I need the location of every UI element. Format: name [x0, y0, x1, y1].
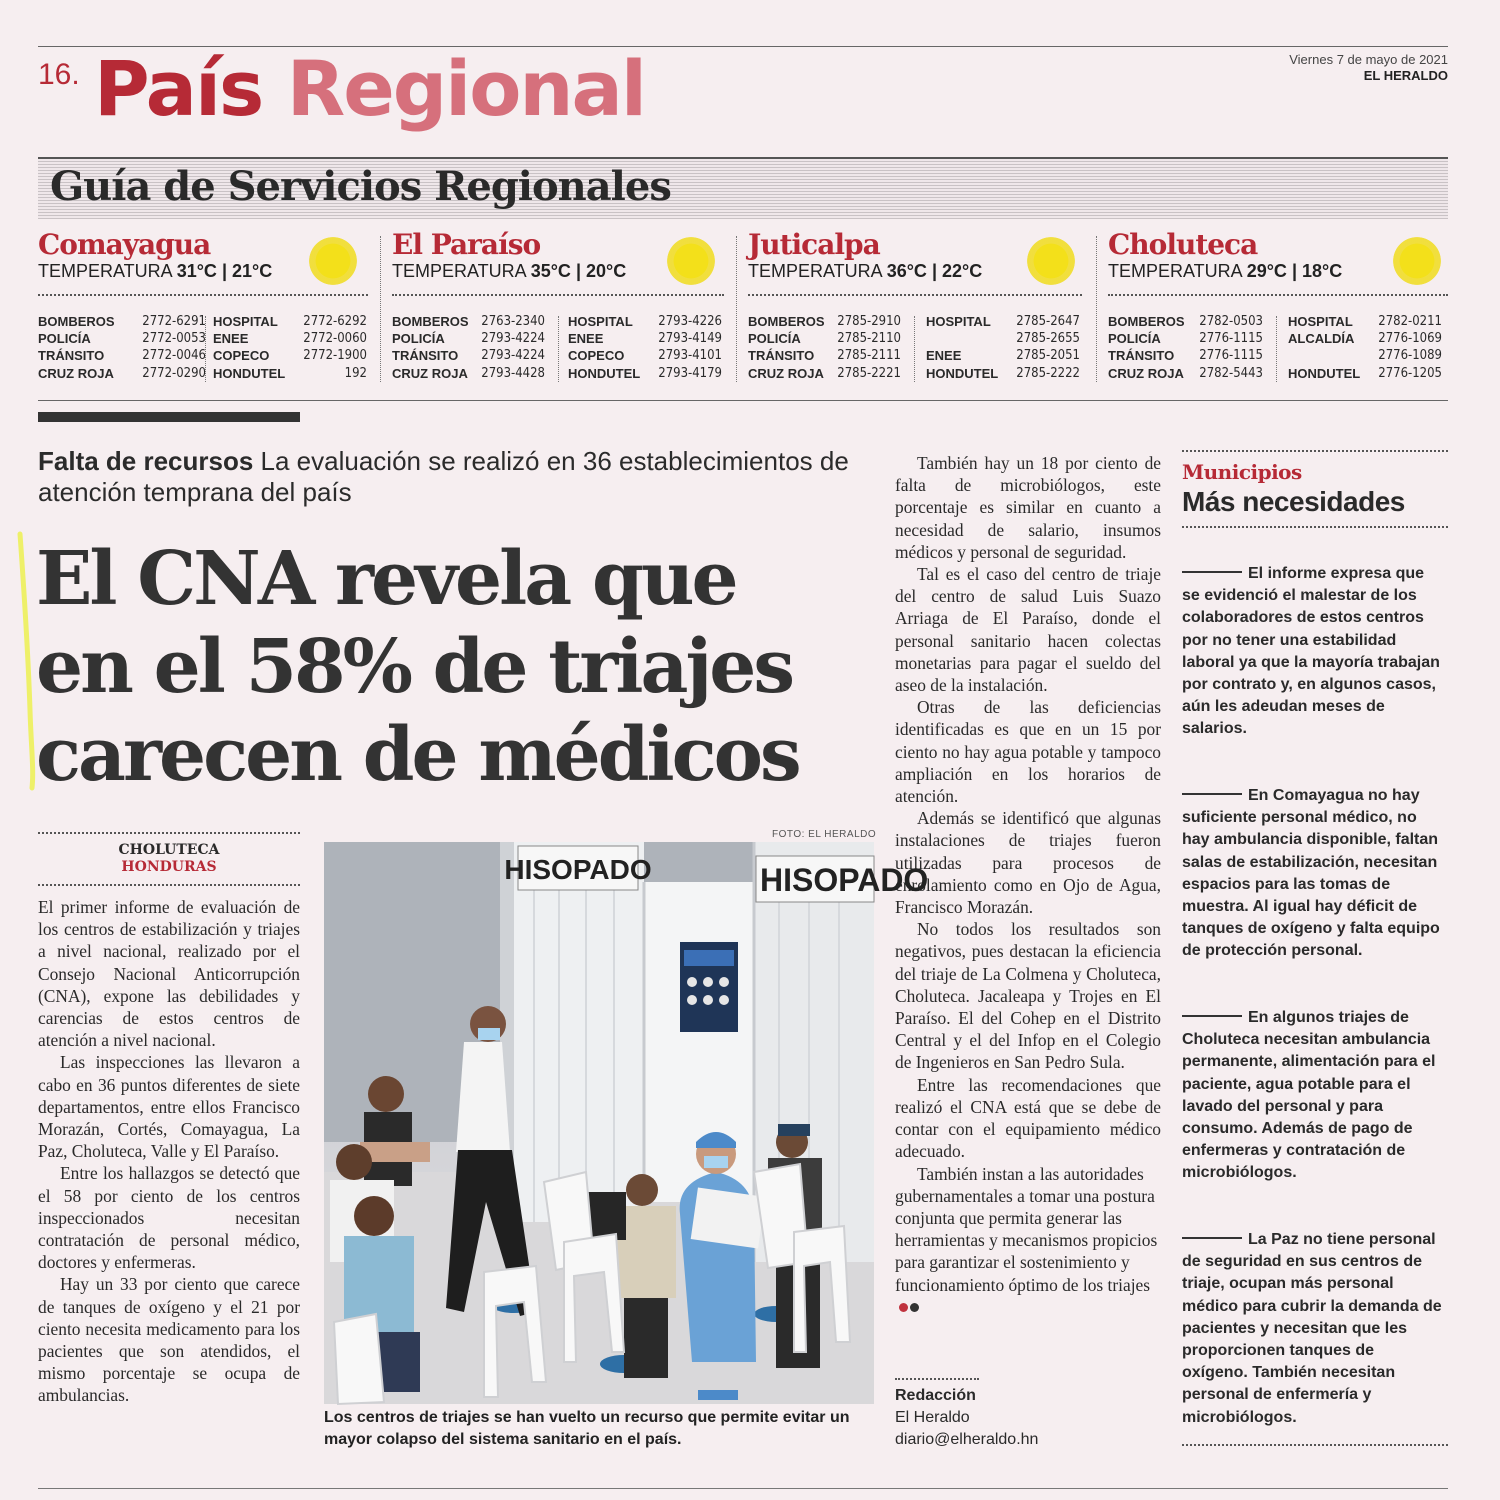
sidebar-kicker: Municipios: [1182, 460, 1302, 484]
service-separator: [914, 316, 915, 382]
service-separator: [1276, 316, 1277, 382]
city-rule: [38, 294, 368, 296]
city-temperature: TEMPERATURA 29°C | 18°C: [1108, 261, 1343, 281]
dash-mark: [1182, 571, 1242, 573]
highlighter-mark: [14, 530, 36, 792]
city-temperature: TEMPERATURA 31°C | 21°C: [38, 261, 273, 281]
newspaper-name: EL HERALDO: [1363, 68, 1448, 83]
service-row: COPECO 2772-1900: [213, 348, 367, 364]
service-separator: [205, 316, 206, 382]
service-row: HONDUTEL 192: [213, 365, 367, 381]
city-block-choluteca: [1108, 228, 1443, 282]
sun-icon: [664, 234, 718, 288]
service-separator: [558, 316, 559, 382]
kicker-label: Falta de recursos: [38, 446, 254, 476]
sidebar-title: Más necesidades: [1182, 486, 1405, 517]
photo-credit: FOTO: EL HERALDO: [772, 829, 877, 840]
service-row: BOMBEROS 2782-0503: [1108, 314, 1263, 329]
service-row: BOMBEROS 2763-2340: [392, 314, 545, 329]
column-separator: [380, 236, 381, 382]
service-row: TRÁNSITO 2772-0046: [38, 348, 206, 364]
sidebar-item: El informe expresa que se evidenció el malestar de los colaboradores de estos centros por no tener una estabilidad laboral ya que la mayoría trabajan por contrato y, en algunos casos, aún les adeudan meses de salarios.: [1182, 565, 1440, 738]
service-row: CRUZ ROJA 2782-5443: [1108, 365, 1263, 381]
service-row: CRUZ ROJA 2772-0290: [38, 365, 206, 381]
signature-email: diario@elheraldo.hn: [895, 1431, 1039, 1448]
photo-sign-text: HISOPADO: [504, 854, 652, 885]
service-list: [392, 313, 545, 382]
service-row: POLICÍA 2793-4224: [392, 331, 545, 347]
paragraph: Además se identificó que algunas instalaciones de triajes fueron utilizadas para procesos de enrolamiento como en Ojo de Agua, Francisco Morazán.: [895, 808, 1161, 918]
byline-rule: [38, 884, 300, 886]
paragraph: Tal es el caso del centro de triaje del centro de salud Luis Suazo Arriaga de El Paraíso, donde el personal sanitario hacen colectas monetarias para pagar el sueldo del aseo de la instalación.: [895, 564, 1161, 696]
dash-mark: [1182, 793, 1242, 795]
section-title: [94, 44, 645, 133]
byline-city: CHOLUTECA: [118, 842, 220, 858]
service-row: ENEE 2793-4149: [568, 331, 722, 347]
service-row: HOSPITAL 2793-4226: [568, 314, 722, 329]
sidebar-rule: [1182, 1444, 1448, 1446]
service-row: POLICÍA 2776-1115: [1108, 331, 1263, 347]
service-row: BOMBEROS 2772-6291: [38, 314, 206, 329]
service-row: HONDUTEL 2776-1205: [1288, 365, 1442, 381]
paragraph: Las inspecciones las llevaron a cabo en 36 puntos diferentes de siete departamentos, entre ellos Francisco Morazán, Cortés, Comayagua, La Paz, Choluteca, Valle y El Paraíso.: [38, 1052, 300, 1162]
signature: [895, 1385, 1161, 1451]
article-column-1: [38, 896, 300, 1407]
end-mark-icon: [899, 1303, 908, 1312]
city-name: El Paraíso: [392, 228, 541, 261]
service-list: [213, 313, 367, 382]
paragraph-final: También instan a las autoridades gubernamentales a tomar una postura conjunta que permita generar las herramientas y mecanismos propicios para garantizar el sostenimiento y funcionamiento óptimo de los triajes: [895, 1163, 1161, 1318]
service-row: TRÁNSITO 2793-4224: [392, 348, 545, 364]
service-row: BOMBEROS 2785-2910: [748, 314, 901, 329]
byline-country: HONDURAS: [121, 859, 217, 875]
dash-mark: [1182, 1015, 1242, 1017]
end-mark-icon: [910, 1303, 919, 1312]
article-kicker: [38, 446, 878, 508]
paragraph: Entre las recomendaciones que realizó el CNA está que se debe de contar con el equipamiento médico adecuado.: [895, 1074, 1161, 1162]
paragraph: También hay un 18 por ciento de falta de microbiólogos, este porcentaje es similar en cuanto a necesidad de salario, insumos médicos y personal de seguridad.: [895, 453, 1161, 562]
service-row: 2785-2655: [1016, 331, 1080, 347]
guide-title: Guía de Servicios Regionales: [50, 163, 671, 210]
section-title-word2: Regional: [286, 44, 645, 133]
article-photo: [324, 842, 929, 1404]
service-row: POLICÍA 2785-2110: [748, 331, 901, 347]
city-rule: [1108, 294, 1448, 296]
service-list: [1288, 313, 1442, 382]
kicker-text: La evaluación se realizó en 36 establecimientos de atención temprana del país: [38, 446, 849, 507]
city-name: Comayagua: [38, 228, 211, 261]
signature-desk: Redacción: [895, 1387, 976, 1404]
paragraph: El primer informe de evaluación de los centros de estabilización y triajes a nivel nacional, realizado por el Consejo Nacional Anticorrupción (CNA), expone las debilidades y carencias de estos centros de atención a nivel nacional.: [38, 897, 300, 1051]
service-row: HOSPITAL 2785-2647: [926, 314, 1080, 329]
city-block-comayagua: [38, 228, 373, 282]
paragraph: Hay un 33 por ciento que carece de tanques de oxígeno y el 21 por ciento necesita medicamento para los pacientes que son atendidos, el mismo porcentaje se ocupa de ambulancias.: [38, 1274, 300, 1406]
headline-line: en el 58% de triajes: [36, 624, 792, 710]
column-separator: [736, 236, 737, 382]
signature-paper: El Heraldo: [895, 1409, 970, 1426]
service-row: CRUZ ROJA 2785-2221: [748, 365, 901, 381]
photo-illustration: [324, 842, 929, 1404]
page-number: 16.: [38, 58, 80, 91]
service-row: HOSPITAL 2782-0211: [1288, 314, 1442, 329]
sidebar-item: La Paz no tiene personal de seguridad en sus centros de triaje, ocupan más personal médico para cubrir la demanda de pacientes y necesitan que les proporcionen tanques de oxígeno. También necesitan personal de enfermería y microbiólogos.: [1182, 1231, 1442, 1426]
service-row: HOSPITAL 2772-6292: [213, 314, 367, 329]
headline-line: El CNA revela que: [36, 536, 736, 622]
city-name: Choluteca: [1108, 228, 1258, 261]
service-list: [568, 313, 722, 382]
sidebar-item: En algunos triajes de Choluteca necesitan ambulancia permanente, alimentación para el paciente, agua potable para el lavado del personal y para consumo. Además de pago de enfermeras y contratación de microbiólogos.: [1182, 1009, 1436, 1182]
service-row: HONDUTEL 2793-4179: [568, 365, 722, 381]
dateline: [1289, 52, 1448, 84]
bottom-rule: [38, 1488, 1448, 1489]
city-block-juticalpa: [748, 228, 1083, 282]
column-separator: [1096, 236, 1097, 382]
service-row: ALCALDÍA 2776-1069: [1288, 331, 1442, 347]
byline-rule: [38, 832, 300, 834]
issue-date: Viernes 7 de mayo de 2021: [1289, 52, 1448, 67]
dash-mark: [1182, 1237, 1242, 1239]
photo-sign-text: HISOPADO: [760, 862, 929, 898]
sidebar-item: En Comayagua no hay suficiente personal médico, no hay ambulancia disponible, faltan salas de estabilización, necesitan espacios para las tomas de muestra. Al igual hay déficit de tanques de oxígeno y falta equipo de protección personal.: [1182, 787, 1440, 960]
service-list: [748, 313, 901, 382]
service-row: ENEE 2785-2051: [926, 348, 1080, 364]
photo-caption: Los centros de triajes se han vuelto un recurso que permite evitar un mayor colapso del sistema sanitario en el país.: [324, 1409, 850, 1448]
service-row: TRÁNSITO 2785-2111: [748, 348, 901, 364]
city-temperature: TEMPERATURA 36°C | 22°C: [748, 261, 983, 281]
service-row: COPECO 2793-4101: [568, 348, 722, 364]
section-title-word1: País: [94, 44, 263, 133]
city-name: Juticalpa: [748, 228, 880, 261]
service-row: POLICÍA 2772-0053: [38, 331, 206, 347]
guide-bottom-rule: [38, 400, 1448, 401]
city-rule: [392, 294, 724, 296]
service-row: ENEE 2772-0060: [213, 331, 367, 347]
sidebar-top-rule: [1182, 450, 1448, 452]
sun-icon: [1024, 234, 1078, 288]
service-list: [38, 313, 206, 382]
sun-icon: [306, 234, 360, 288]
city-temperature: TEMPERATURA 35°C | 20°C: [392, 261, 627, 281]
city-rule: [748, 294, 1082, 296]
city-block-el-paraiso: [392, 228, 727, 282]
signature-rule: [895, 1378, 979, 1380]
article-top-bar: [38, 412, 300, 422]
byline: [38, 842, 300, 876]
article-column-3: [895, 452, 1161, 1318]
paragraph: Otras de las deficiencias identificadas es que en un 15 por ciento no hay agua potable y tampoco ampliación en los horarios de atención.: [895, 697, 1161, 807]
service-row: CRUZ ROJA 2793-4428: [392, 365, 545, 381]
sidebar-rule: [1182, 526, 1448, 528]
service-list: [1108, 313, 1263, 382]
headline-line: carecen de médicos: [36, 712, 799, 798]
service-row: 2776-1089: [1378, 348, 1442, 364]
service-list: [926, 313, 1080, 382]
paragraph: Entre los hallazgos se detectó que el 58 por ciento de los centros inspeccionados necesitan contratación de personal médico, doctores y enfermeras.: [38, 1163, 300, 1273]
paragraph: No todos los resultados son negativos, pues destacan la eficiencia del triaje de La Colmena y Choluteca, Choluteca. Jacaleapa y Trojes en El Paraíso. El del Cohep en el Distrito Central y el del Infop en el Colegio de Ingenieros en San Pedro Sula.: [895, 919, 1161, 1073]
service-row: HONDUTEL 2785-2222: [926, 365, 1080, 381]
headline: [36, 535, 896, 799]
sun-icon: [1390, 234, 1444, 288]
service-row: TRÁNSITO 2776-1115: [1108, 348, 1263, 364]
